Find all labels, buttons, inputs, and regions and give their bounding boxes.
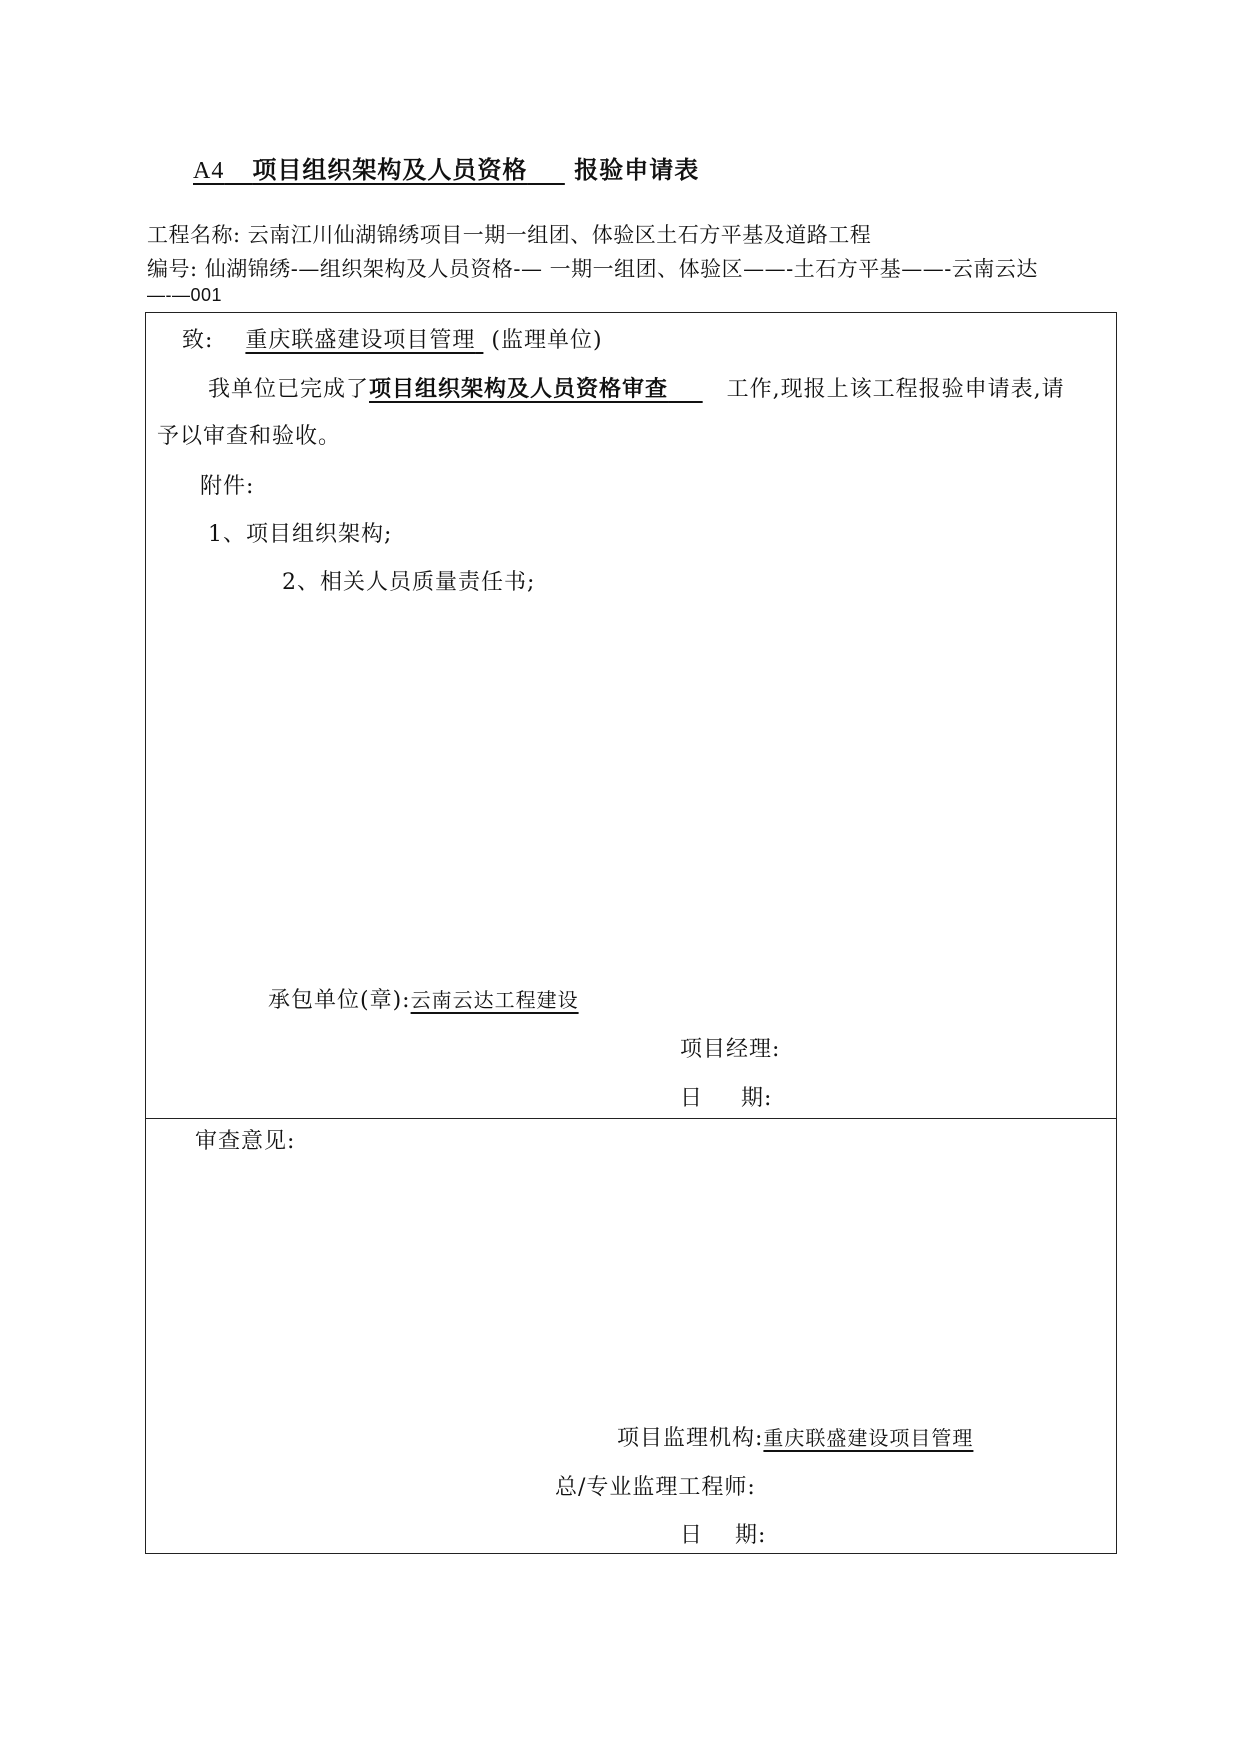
project-name-line — [147, 219, 871, 249]
project-name-label: 工程名称: — [147, 223, 241, 247]
supervision-org-line — [617, 1421, 973, 1452]
chief-engineer-label: 总/专业监理工程师: — [555, 1475, 756, 1500]
attachment-item: 2、相关人员质量责任书; — [282, 570, 536, 595]
attachment-label: 附件: — [200, 474, 255, 499]
number-value: 仙湖锦绣-—组织架构及人员资格-— 一期一组团、体验区——-土石方平基——-云南云达 — [204, 257, 1038, 281]
number-line-continued: —-—001 — [147, 285, 223, 305]
supervision-unit-suffix: (监理单位) — [491, 328, 603, 353]
contractor-value: 云南云达工程建设 — [410, 988, 579, 1012]
body-prefix: 我单位已完成了 — [208, 377, 370, 402]
project-name-value: 云南江川仙湖锦绣项目一期一组团、体验区土石方平基及道路工程 — [247, 223, 872, 247]
review-date-label: 日 期: — [680, 1523, 767, 1548]
title-suffix: 报验申请表 — [574, 156, 700, 184]
title-subject: 项目组织架构及人员资格 — [252, 156, 528, 184]
project-manager-label: 项目经理: — [680, 1037, 781, 1062]
body-line-2: 予以审查和验收。 — [157, 424, 342, 449]
attachment-item: 1、项目组织架构; — [208, 522, 393, 547]
form-table — [145, 312, 1117, 1554]
supervision-org-label: 项目监理机构: — [617, 1426, 764, 1451]
to-label: 致: — [182, 328, 214, 353]
body-suffix: 工作,现报上该工程报验申请表,请 — [726, 377, 1065, 402]
supervision-unit: 重庆联盛建设项目管理 — [245, 328, 476, 353]
page-title — [193, 150, 699, 185]
number-label: 编号: — [147, 257, 198, 281]
contractor-label: 承包单位(章): — [268, 988, 411, 1013]
contractor-line — [268, 983, 579, 1014]
work-item: 项目组织架构及人员资格审查 — [369, 377, 669, 402]
form-code: A4 — [193, 158, 225, 184]
application-body — [208, 372, 1065, 403]
supervision-org-value: 重庆联盛建设项目管理 — [763, 1426, 974, 1450]
number-line — [147, 253, 1038, 283]
review-opinion-label: 审查意见: — [195, 1129, 296, 1154]
application-date-label: 日 期: — [680, 1086, 773, 1111]
section-divider — [145, 1118, 1117, 1119]
recipient-line — [182, 323, 603, 354]
